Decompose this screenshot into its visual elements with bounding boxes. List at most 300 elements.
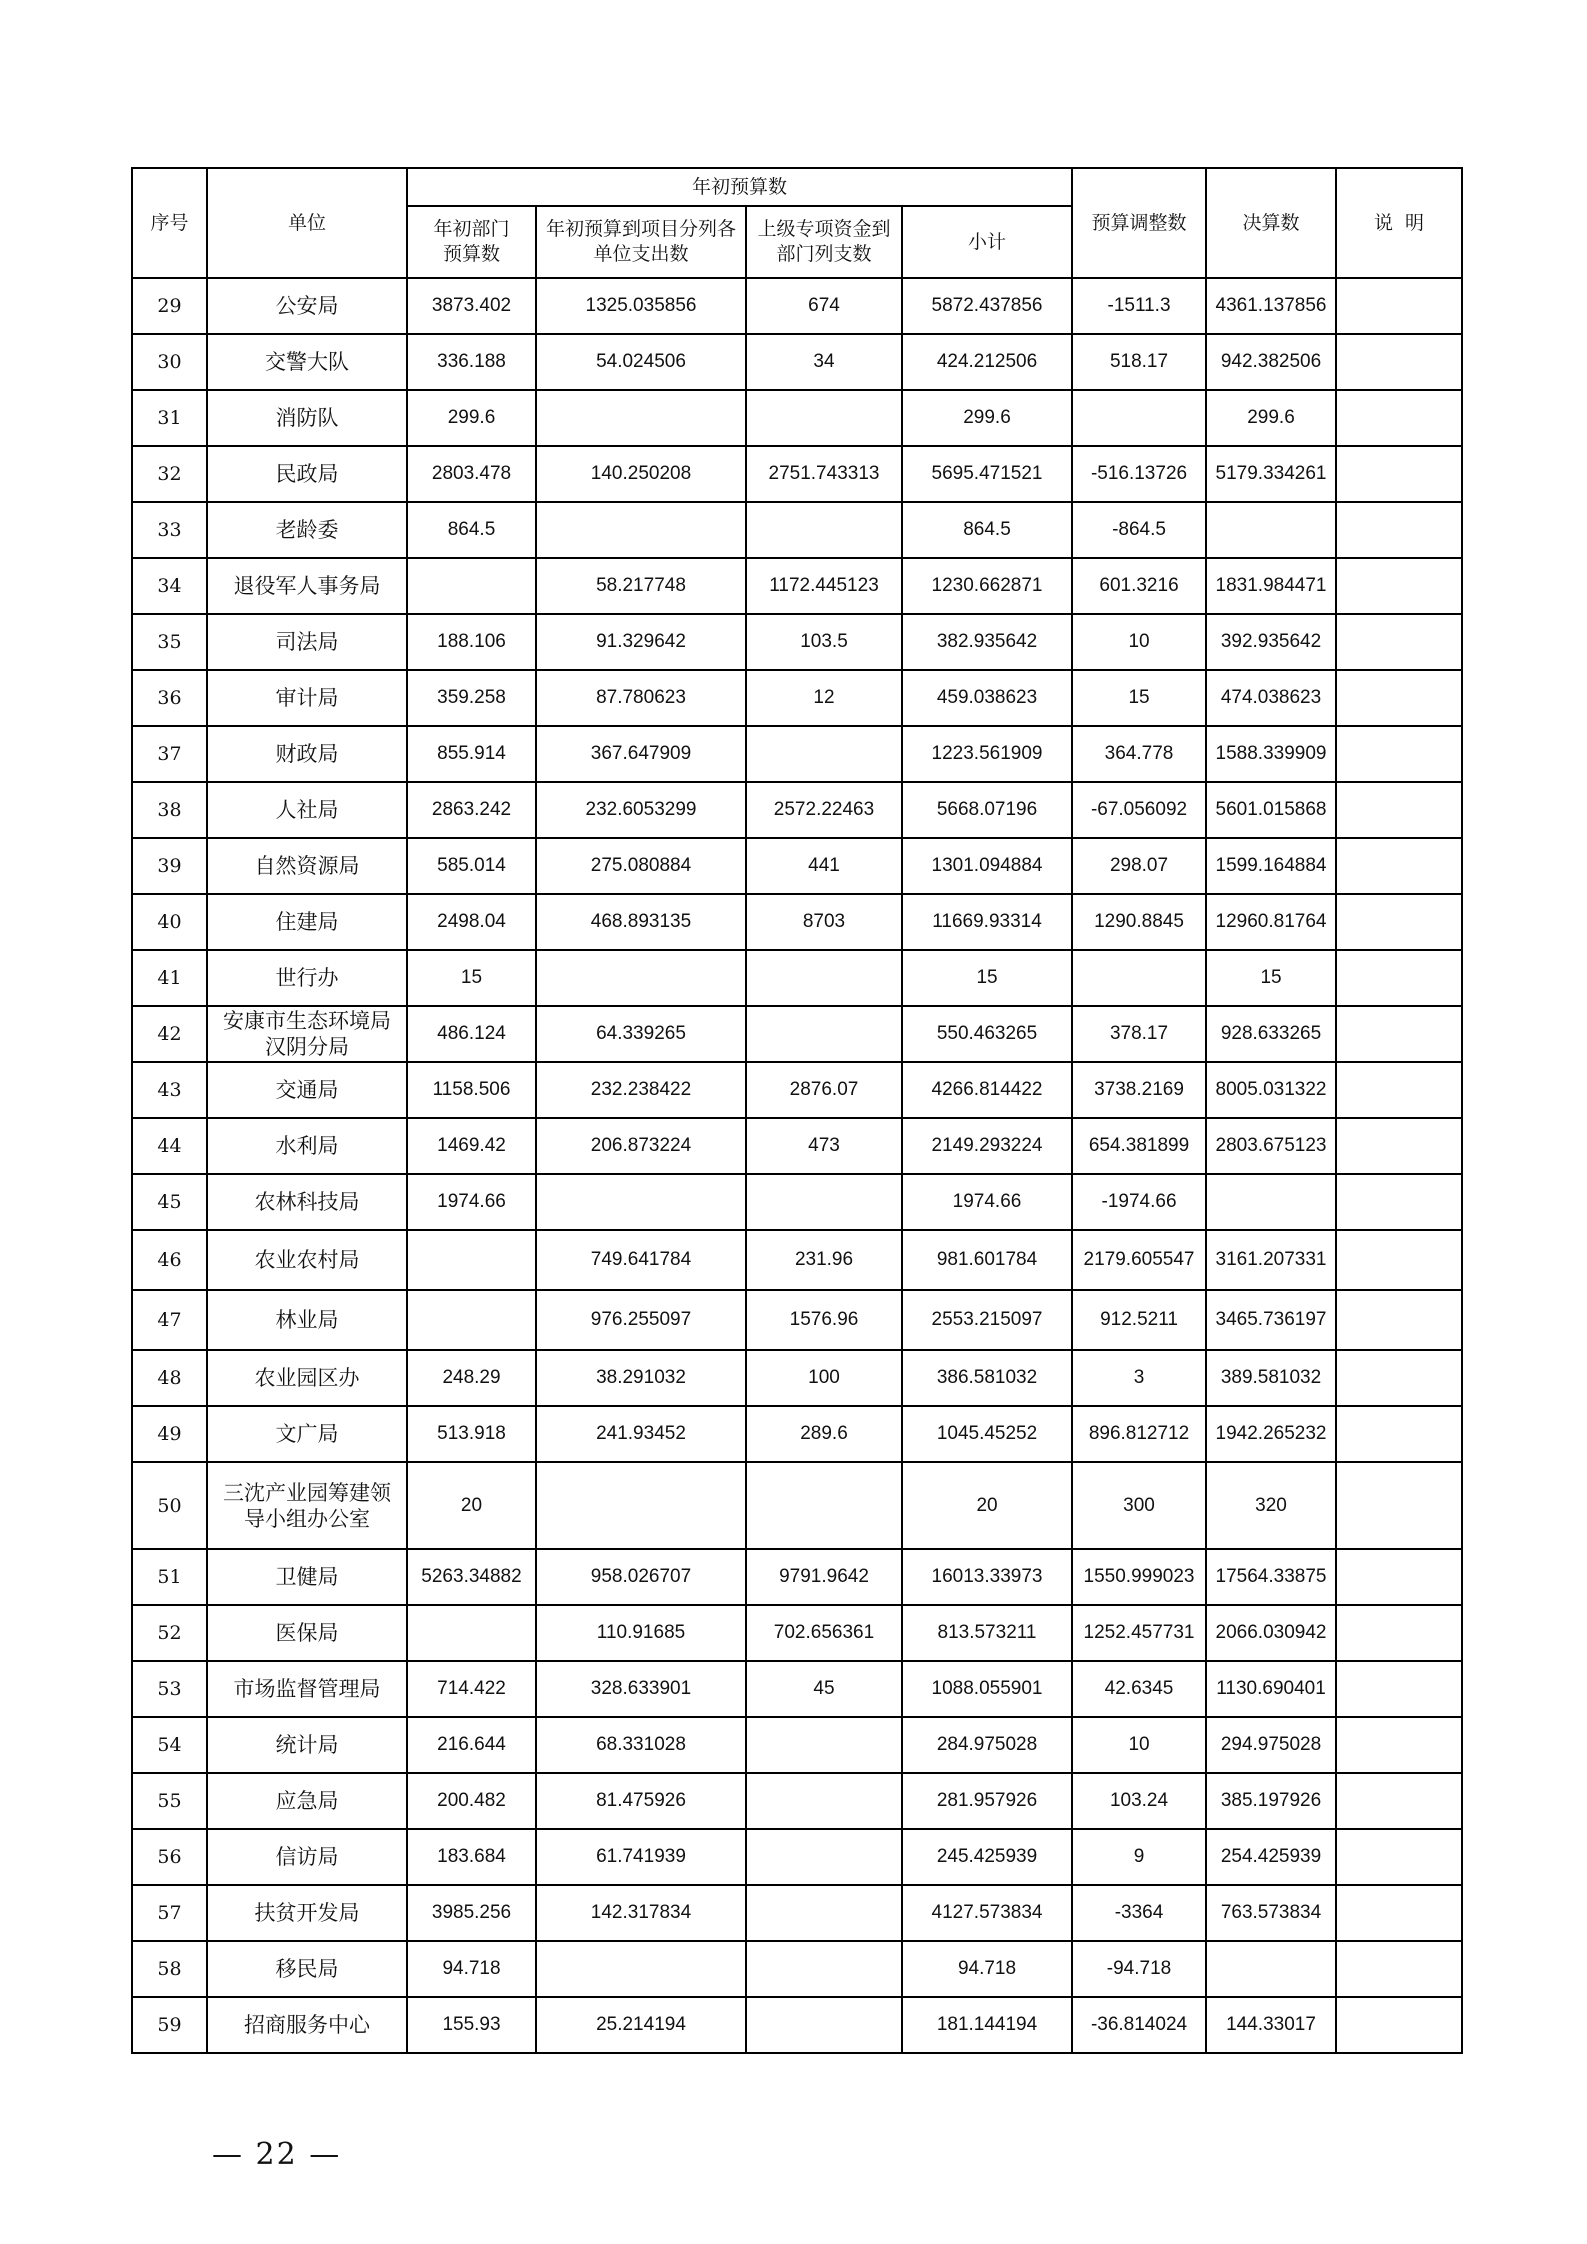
cell-unit: 老龄委	[207, 502, 407, 558]
cell-note	[1336, 1350, 1462, 1406]
cell-note	[1336, 1290, 1462, 1350]
cell-project-alloc: 367.647909	[536, 726, 746, 782]
budget-table	[131, 167, 1463, 2054]
cell-unit: 林业局	[207, 1290, 407, 1350]
cell-upper-special	[746, 726, 902, 782]
cell-final: 15	[1206, 950, 1336, 1006]
cell-seq: 33	[132, 502, 207, 558]
table-header	[132, 168, 1462, 278]
cell-note	[1336, 1829, 1462, 1885]
cell-subtotal: 299.6	[902, 390, 1072, 446]
cell-seq: 43	[132, 1062, 207, 1118]
cell-seq: 35	[132, 614, 207, 670]
cell-project-alloc	[536, 390, 746, 446]
table-row	[132, 726, 1462, 782]
cell-subtotal: 864.5	[902, 502, 1072, 558]
cell-dept-budget: 1974.66	[407, 1174, 536, 1230]
cell-dept-budget	[407, 1230, 536, 1290]
cell-subtotal: 1301.094884	[902, 838, 1072, 894]
cell-dept-budget: 20	[407, 1462, 536, 1549]
cell-unit: 交警大队	[207, 334, 407, 390]
cell-final: 17564.33875	[1206, 1549, 1336, 1605]
cell-adjustment: 364.778	[1072, 726, 1206, 782]
cell-project-alloc: 142.317834	[536, 1885, 746, 1941]
cell-seq: 54	[132, 1717, 207, 1773]
table-row	[132, 1006, 1462, 1062]
cell-dept-budget: 3985.256	[407, 1885, 536, 1941]
cell-upper-special: 34	[746, 334, 902, 390]
cell-note	[1336, 1885, 1462, 1941]
cell-upper-special: 702.656361	[746, 1605, 902, 1661]
cell-final: 928.633265	[1206, 1006, 1336, 1062]
cell-unit: 医保局	[207, 1605, 407, 1661]
cell-project-alloc: 275.080884	[536, 838, 746, 894]
cell-upper-special: 1576.96	[746, 1290, 902, 1350]
cell-subtotal: 550.463265	[902, 1006, 1072, 1062]
cell-note	[1336, 950, 1462, 1006]
cell-note	[1336, 1605, 1462, 1661]
cell-project-alloc	[536, 1941, 746, 1997]
cell-subtotal: 245.425939	[902, 1829, 1072, 1885]
cell-adjustment: 300	[1072, 1462, 1206, 1549]
cell-unit: 财政局	[207, 726, 407, 782]
cell-seq: 55	[132, 1773, 207, 1829]
cell-project-alloc	[536, 502, 746, 558]
table-row	[132, 1997, 1462, 2053]
cell-unit: 交通局	[207, 1062, 407, 1118]
cell-upper-special	[746, 1997, 902, 2053]
cell-dept-budget: 2498.04	[407, 894, 536, 950]
cell-note	[1336, 446, 1462, 502]
cell-seq: 47	[132, 1290, 207, 1350]
table-row	[132, 1174, 1462, 1230]
cell-note	[1336, 1230, 1462, 1290]
cell-upper-special	[746, 1941, 902, 1997]
cell-note	[1336, 558, 1462, 614]
cell-upper-special: 1172.445123	[746, 558, 902, 614]
cell-final: 4361.137856	[1206, 278, 1336, 334]
cell-seq: 51	[132, 1549, 207, 1605]
cell-project-alloc: 328.633901	[536, 1661, 746, 1717]
cell-note	[1336, 390, 1462, 446]
cell-unit: 水利局	[207, 1118, 407, 1174]
cell-subtotal: 4266.814422	[902, 1062, 1072, 1118]
cell-unit: 招商服务中心	[207, 1997, 407, 2053]
header-unit: 单位	[207, 168, 407, 278]
cell-upper-special: 231.96	[746, 1230, 902, 1290]
table-row	[132, 1941, 1462, 1997]
cell-adjustment: -864.5	[1072, 502, 1206, 558]
table-row	[132, 1062, 1462, 1118]
cell-adjustment: 2179.605547	[1072, 1230, 1206, 1290]
cell-subtotal: 5695.471521	[902, 446, 1072, 502]
cell-dept-budget: 216.644	[407, 1717, 536, 1773]
cell-dept-budget: 585.014	[407, 838, 536, 894]
header-subtotal: 小计	[902, 206, 1072, 278]
page-number: — 22 —	[212, 2137, 342, 2172]
cell-final	[1206, 502, 1336, 558]
cell-subtotal: 4127.573834	[902, 1885, 1072, 1941]
cell-adjustment: 601.3216	[1072, 558, 1206, 614]
cell-unit: 人社局	[207, 782, 407, 838]
cell-project-alloc: 241.93452	[536, 1406, 746, 1462]
cell-subtotal: 15	[902, 950, 1072, 1006]
cell-seq: 31	[132, 390, 207, 446]
cell-project-alloc: 68.331028	[536, 1717, 746, 1773]
table-row	[132, 1773, 1462, 1829]
cell-upper-special	[746, 390, 902, 446]
cell-adjustment: -1974.66	[1072, 1174, 1206, 1230]
cell-seq: 40	[132, 894, 207, 950]
cell-upper-special: 9791.9642	[746, 1549, 902, 1605]
cell-adjustment: 378.17	[1072, 1006, 1206, 1062]
cell-subtotal: 181.144194	[902, 1997, 1072, 2053]
cell-subtotal: 981.601784	[902, 1230, 1072, 1290]
cell-note	[1336, 1062, 1462, 1118]
cell-dept-budget: 486.124	[407, 1006, 536, 1062]
cell-upper-special: 2572.22463	[746, 782, 902, 838]
cell-note	[1336, 1717, 1462, 1773]
cell-subtotal: 459.038623	[902, 670, 1072, 726]
table-row	[132, 1350, 1462, 1406]
cell-final: 474.038623	[1206, 670, 1336, 726]
cell-project-alloc: 61.741939	[536, 1829, 746, 1885]
cell-adjustment: 1550.999023	[1072, 1549, 1206, 1605]
cell-unit: 司法局	[207, 614, 407, 670]
cell-seq: 53	[132, 1661, 207, 1717]
cell-final: 3161.207331	[1206, 1230, 1336, 1290]
cell-seq: 48	[132, 1350, 207, 1406]
cell-note	[1336, 614, 1462, 670]
table-row	[132, 502, 1462, 558]
cell-upper-special: 289.6	[746, 1406, 902, 1462]
cell-adjustment: 298.07	[1072, 838, 1206, 894]
cell-note	[1336, 838, 1462, 894]
cell-note	[1336, 1997, 1462, 2053]
cell-upper-special: 441	[746, 838, 902, 894]
cell-project-alloc	[536, 1462, 746, 1549]
cell-dept-budget	[407, 1605, 536, 1661]
cell-unit: 审计局	[207, 670, 407, 726]
cell-adjustment: 1252.457731	[1072, 1605, 1206, 1661]
cell-seq: 37	[132, 726, 207, 782]
cell-adjustment: -3364	[1072, 1885, 1206, 1941]
cell-note	[1336, 1549, 1462, 1605]
cell-unit: 公安局	[207, 278, 407, 334]
cell-seq: 36	[132, 670, 207, 726]
cell-upper-special: 2876.07	[746, 1062, 902, 1118]
cell-dept-budget: 1469.42	[407, 1118, 536, 1174]
cell-dept-budget: 2863.242	[407, 782, 536, 838]
cell-adjustment: 10	[1072, 614, 1206, 670]
cell-note	[1336, 1773, 1462, 1829]
cell-subtotal: 281.957926	[902, 1773, 1072, 1829]
cell-unit: 世行办	[207, 950, 407, 1006]
cell-subtotal: 1230.662871	[902, 558, 1072, 614]
cell-project-alloc: 81.475926	[536, 1773, 746, 1829]
cell-seq: 29	[132, 278, 207, 334]
header-seq: 序号	[132, 168, 207, 278]
cell-dept-budget: 155.93	[407, 1997, 536, 2053]
cell-seq: 52	[132, 1605, 207, 1661]
cell-final: 12960.81764	[1206, 894, 1336, 950]
cell-final: 389.581032	[1206, 1350, 1336, 1406]
cell-dept-budget: 2803.478	[407, 446, 536, 502]
cell-subtotal: 20	[902, 1462, 1072, 1549]
cell-unit: 自然资源局	[207, 838, 407, 894]
cell-final: 942.382506	[1206, 334, 1336, 390]
cell-seq: 32	[132, 446, 207, 502]
cell-final: 1599.164884	[1206, 838, 1336, 894]
cell-upper-special	[746, 1717, 902, 1773]
cell-adjustment: 912.5211	[1072, 1290, 1206, 1350]
cell-adjustment: 15	[1072, 670, 1206, 726]
cell-final: 2803.675123	[1206, 1118, 1336, 1174]
cell-subtotal: 813.573211	[902, 1605, 1072, 1661]
cell-note	[1336, 670, 1462, 726]
cell-final: 2066.030942	[1206, 1605, 1336, 1661]
table-row	[132, 1829, 1462, 1885]
cell-upper-special	[746, 502, 902, 558]
cell-final	[1206, 1174, 1336, 1230]
cell-dept-budget: 359.258	[407, 670, 536, 726]
cell-upper-special: 12	[746, 670, 902, 726]
cell-project-alloc	[536, 1174, 746, 1230]
cell-note	[1336, 1661, 1462, 1717]
cell-adjustment: 10	[1072, 1717, 1206, 1773]
cell-subtotal: 1223.561909	[902, 726, 1072, 782]
cell-final: 385.197926	[1206, 1773, 1336, 1829]
cell-dept-budget: 5263.34882	[407, 1549, 536, 1605]
cell-project-alloc: 206.873224	[536, 1118, 746, 1174]
cell-upper-special	[746, 1773, 902, 1829]
table-row	[132, 782, 1462, 838]
table-row	[132, 1661, 1462, 1717]
cell-subtotal: 16013.33973	[902, 1549, 1072, 1605]
cell-dept-budget: 15	[407, 950, 536, 1006]
cell-final: 254.425939	[1206, 1829, 1336, 1885]
cell-final: 1130.690401	[1206, 1661, 1336, 1717]
cell-project-alloc: 58.217748	[536, 558, 746, 614]
cell-adjustment: 1290.8845	[1072, 894, 1206, 950]
cell-final: 392.935642	[1206, 614, 1336, 670]
header-adjustment: 预算调整数	[1072, 168, 1206, 278]
cell-upper-special	[746, 1174, 902, 1230]
cell-project-alloc: 54.024506	[536, 334, 746, 390]
cell-dept-budget: 3873.402	[407, 278, 536, 334]
cell-adjustment: 654.381899	[1072, 1118, 1206, 1174]
cell-final: 5179.334261	[1206, 446, 1336, 502]
cell-project-alloc: 64.339265	[536, 1006, 746, 1062]
cell-unit: 三沈产业园筹建领 导小组办公室	[207, 1462, 407, 1549]
cell-dept-budget	[407, 558, 536, 614]
cell-note	[1336, 1462, 1462, 1549]
cell-subtotal: 284.975028	[902, 1717, 1072, 1773]
table-row	[132, 1717, 1462, 1773]
cell-dept-budget	[407, 1290, 536, 1350]
cell-seq: 59	[132, 1997, 207, 2053]
cell-dept-budget: 183.684	[407, 1829, 536, 1885]
cell-final: 5601.015868	[1206, 782, 1336, 838]
cell-note	[1336, 894, 1462, 950]
cell-project-alloc	[536, 950, 746, 1006]
cell-upper-special: 103.5	[746, 614, 902, 670]
table-row	[132, 894, 1462, 950]
cell-unit: 扶贫开发局	[207, 1885, 407, 1941]
cell-seq: 39	[132, 838, 207, 894]
cell-note	[1336, 278, 1462, 334]
cell-final: 1588.339909	[1206, 726, 1336, 782]
cell-upper-special: 45	[746, 1661, 902, 1717]
cell-subtotal: 1974.66	[902, 1174, 1072, 1230]
table-row	[132, 1462, 1462, 1549]
cell-seq: 46	[132, 1230, 207, 1290]
cell-final: 8005.031322	[1206, 1062, 1336, 1118]
cell-unit: 信访局	[207, 1829, 407, 1885]
cell-subtotal: 5872.437856	[902, 278, 1072, 334]
cell-project-alloc: 87.780623	[536, 670, 746, 726]
table-row	[132, 278, 1462, 334]
cell-adjustment: 42.6345	[1072, 1661, 1206, 1717]
header-initial-budget-group: 年初预算数	[407, 168, 1072, 206]
cell-note	[1336, 1006, 1462, 1062]
cell-subtotal: 386.581032	[902, 1350, 1072, 1406]
table-row	[132, 334, 1462, 390]
cell-dept-budget: 188.106	[407, 614, 536, 670]
cell-note	[1336, 502, 1462, 558]
cell-dept-budget: 855.914	[407, 726, 536, 782]
table-row	[132, 1290, 1462, 1350]
cell-subtotal: 11669.93314	[902, 894, 1072, 950]
cell-upper-special	[746, 1006, 902, 1062]
cell-seq: 45	[132, 1174, 207, 1230]
cell-unit: 农业农村局	[207, 1230, 407, 1290]
cell-unit: 卫健局	[207, 1549, 407, 1605]
table-row	[132, 1118, 1462, 1174]
table-row	[132, 614, 1462, 670]
cell-adjustment: 3	[1072, 1350, 1206, 1406]
header-note: 说 明	[1336, 168, 1462, 278]
cell-seq: 44	[132, 1118, 207, 1174]
cell-unit: 统计局	[207, 1717, 407, 1773]
cell-subtotal: 382.935642	[902, 614, 1072, 670]
table-row	[132, 1230, 1462, 1290]
cell-adjustment	[1072, 390, 1206, 446]
cell-seq: 49	[132, 1406, 207, 1462]
cell-unit: 农业园区办	[207, 1350, 407, 1406]
cell-dept-budget: 714.422	[407, 1661, 536, 1717]
cell-dept-budget: 1158.506	[407, 1062, 536, 1118]
cell-note	[1336, 1118, 1462, 1174]
cell-adjustment: 103.24	[1072, 1773, 1206, 1829]
cell-unit: 住建局	[207, 894, 407, 950]
cell-note	[1336, 1406, 1462, 1462]
cell-final: 3465.736197	[1206, 1290, 1336, 1350]
cell-project-alloc: 468.893135	[536, 894, 746, 950]
cell-project-alloc: 1325.035856	[536, 278, 746, 334]
cell-note	[1336, 726, 1462, 782]
cell-unit: 市场监督管理局	[207, 1661, 407, 1717]
cell-seq: 41	[132, 950, 207, 1006]
header-final: 决算数	[1206, 168, 1336, 278]
table-row	[132, 670, 1462, 726]
table-row	[132, 950, 1462, 1006]
cell-subtotal: 5668.07196	[902, 782, 1072, 838]
cell-subtotal: 1088.055901	[902, 1661, 1072, 1717]
cell-project-alloc: 140.250208	[536, 446, 746, 502]
cell-adjustment	[1072, 950, 1206, 1006]
cell-upper-special: 2751.743313	[746, 446, 902, 502]
cell-dept-budget: 336.188	[407, 334, 536, 390]
cell-final: 763.573834	[1206, 1885, 1336, 1941]
cell-adjustment: 9	[1072, 1829, 1206, 1885]
cell-project-alloc: 976.255097	[536, 1290, 746, 1350]
cell-dept-budget: 864.5	[407, 502, 536, 558]
table-row	[132, 1549, 1462, 1605]
cell-project-alloc: 110.91685	[536, 1605, 746, 1661]
cell-project-alloc: 958.026707	[536, 1549, 746, 1605]
cell-note	[1336, 1941, 1462, 1997]
cell-note	[1336, 1174, 1462, 1230]
cell-adjustment: -94.718	[1072, 1941, 1206, 1997]
cell-adjustment: -1511.3	[1072, 278, 1206, 334]
cell-adjustment: -36.814024	[1072, 1997, 1206, 2053]
table-row	[132, 390, 1462, 446]
header-dept-budget: 年初部门 预算数	[407, 206, 536, 278]
cell-upper-special	[746, 950, 902, 1006]
cell-seq: 57	[132, 1885, 207, 1941]
cell-project-alloc: 749.641784	[536, 1230, 746, 1290]
cell-seq: 38	[132, 782, 207, 838]
table-row	[132, 446, 1462, 502]
cell-seq: 56	[132, 1829, 207, 1885]
cell-subtotal: 424.212506	[902, 334, 1072, 390]
cell-dept-budget: 299.6	[407, 390, 536, 446]
table-row	[132, 1605, 1462, 1661]
cell-upper-special: 8703	[746, 894, 902, 950]
cell-upper-special	[746, 1885, 902, 1941]
table-row	[132, 558, 1462, 614]
cell-seq: 30	[132, 334, 207, 390]
cell-note	[1336, 782, 1462, 838]
cell-unit: 安康市生态环境局 汉阴分局	[207, 1006, 407, 1062]
cell-subtotal: 94.718	[902, 1941, 1072, 1997]
cell-seq: 34	[132, 558, 207, 614]
cell-subtotal: 2553.215097	[902, 1290, 1072, 1350]
cell-seq: 58	[132, 1941, 207, 1997]
cell-unit: 移民局	[207, 1941, 407, 1997]
cell-seq: 50	[132, 1462, 207, 1549]
cell-final: 294.975028	[1206, 1717, 1336, 1773]
cell-subtotal: 2149.293224	[902, 1118, 1072, 1174]
cell-subtotal: 1045.45252	[902, 1406, 1072, 1462]
cell-dept-budget: 248.29	[407, 1350, 536, 1406]
cell-upper-special: 674	[746, 278, 902, 334]
cell-project-alloc: 232.6053299	[536, 782, 746, 838]
cell-adjustment: -516.13726	[1072, 446, 1206, 502]
cell-upper-special: 100	[746, 1350, 902, 1406]
cell-unit: 消防队	[207, 390, 407, 446]
cell-seq: 42	[132, 1006, 207, 1062]
cell-upper-special	[746, 1462, 902, 1549]
cell-final: 299.6	[1206, 390, 1336, 446]
header-project-alloc: 年初预算到项目分列各 单位支出数	[536, 206, 746, 278]
table-body	[132, 278, 1462, 2053]
cell-adjustment: 518.17	[1072, 334, 1206, 390]
cell-unit: 文广局	[207, 1406, 407, 1462]
cell-upper-special: 473	[746, 1118, 902, 1174]
cell-final: 1942.265232	[1206, 1406, 1336, 1462]
